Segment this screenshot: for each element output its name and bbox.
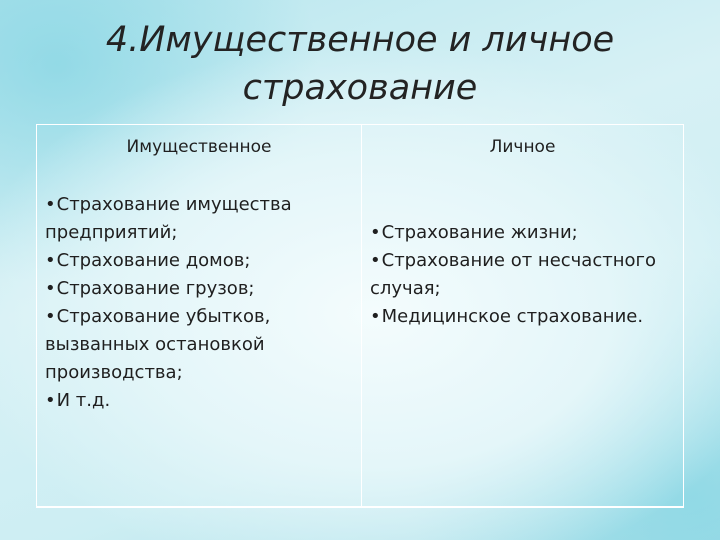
list-item-text: Страхование убытков, вызванных остановкой производства; xyxy=(45,306,271,383)
bullet-icon: • xyxy=(45,194,56,215)
bullet-icon: • xyxy=(45,390,56,411)
list-item-text: Страхование домов; xyxy=(56,250,251,271)
bullet-icon: • xyxy=(45,250,56,271)
bullet-icon: • xyxy=(45,278,56,299)
list-item xyxy=(45,191,357,247)
bullet-icon: • xyxy=(45,306,56,327)
list-item xyxy=(370,303,679,331)
slide-title-line-1: 4.Имущественное и личное xyxy=(105,20,615,60)
bullet-icon: • xyxy=(370,250,381,271)
list-item-text: Страхование жизни; xyxy=(381,222,578,243)
personal-insurance-header: Личное xyxy=(489,137,556,157)
personal-insurance-list xyxy=(370,219,679,331)
property-insurance-header: Имущественное xyxy=(126,137,272,157)
list-item xyxy=(45,387,357,415)
list-item xyxy=(370,247,679,303)
slide-title-line-2: страхование xyxy=(242,68,478,108)
slide-title xyxy=(60,16,660,112)
list-item-text: Медицинское страхование. xyxy=(381,306,644,327)
bullet-icon: • xyxy=(370,306,381,327)
personal-insurance-column xyxy=(361,125,683,506)
comparison-table xyxy=(36,124,684,508)
property-insurance-column xyxy=(37,125,361,506)
list-item xyxy=(45,247,357,275)
bullet-icon: • xyxy=(370,222,381,243)
list-item-text: Страхование имущества предприятий; xyxy=(45,194,292,243)
list-item-text: Страхование грузов; xyxy=(56,278,255,299)
property-insurance-list xyxy=(45,191,357,415)
list-item xyxy=(45,275,357,303)
list-item-text: Страхование от несчастного случая; xyxy=(370,250,656,299)
list-item xyxy=(45,303,357,387)
list-item xyxy=(370,219,679,247)
list-item-text: И т.д. xyxy=(56,390,111,411)
